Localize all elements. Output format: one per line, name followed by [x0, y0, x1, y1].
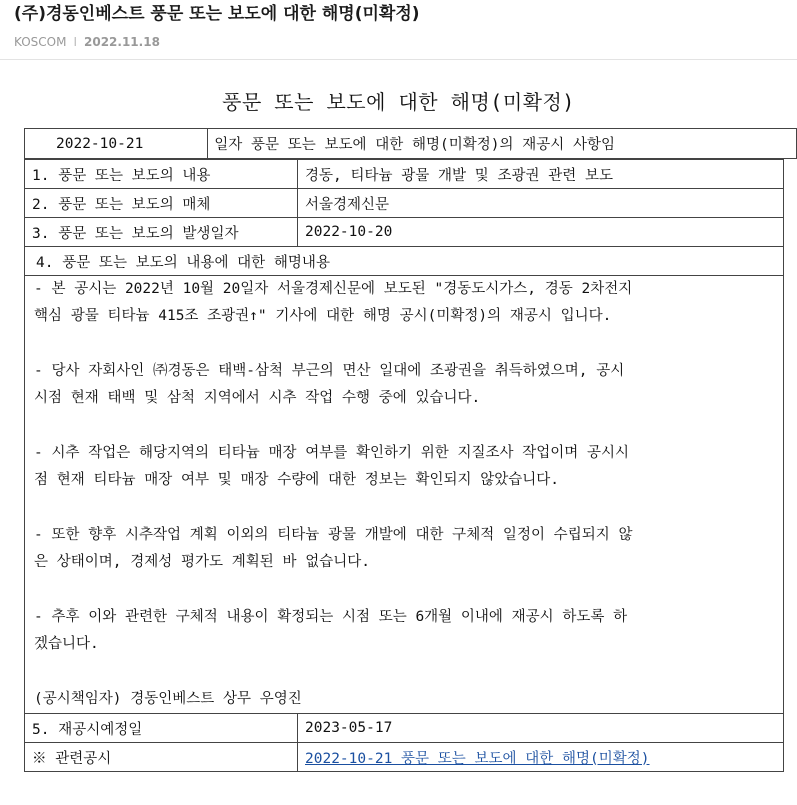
row-label: 2. 풍문 또는 보도의 매체	[25, 189, 298, 218]
table-row	[25, 743, 784, 772]
table-row	[25, 189, 784, 218]
table-row	[25, 714, 784, 743]
source-label: KOSCOM	[14, 35, 67, 49]
row-value: 경동, 티타늄 광물 개발 및 조광권 관련 보도	[298, 160, 784, 189]
reissue-notice-row	[24, 128, 797, 159]
disclosure-officer: (공시책임자) 경동인베스트 상무 우영진	[34, 691, 302, 707]
section4-label: 4. 풍문 또는 보도의 내용에 대한 해명내용	[25, 247, 784, 276]
explanation-paragraph: - 추후 이와 관련한 구체적 내용이 확정되는 시점 또는 6개월 이내에 재공시 하도록 하 겠습니다.	[34, 609, 628, 652]
related-cell	[298, 743, 784, 772]
disclosure-table	[24, 159, 784, 772]
explanation-body	[25, 276, 784, 714]
news-title: (주)경동인베스트 풍문 또는 보도에 대한 해명(미확정)	[14, 4, 420, 24]
row-label: 5. 재공시예정일	[25, 714, 298, 743]
reissue-description: 일자 풍문 또는 보도에 대한 해명(미확정)의 재공시 사항임	[208, 129, 797, 159]
document-title: 풍문 또는 보도에 대한 해명(미확정)	[222, 90, 575, 114]
explanation-paragraph: - 또한 향후 시추작업 계획 이외의 티타늄 광물 개발에 대한 구체적 일정이 수립되지 않 은 상태이며, 경제성 평가도 계획된 바 없습니다.	[34, 527, 633, 570]
reissue-date: 2022-10-21	[25, 129, 208, 159]
table-row	[25, 276, 784, 714]
related-label: ※ 관련공시	[25, 743, 298, 772]
news-meta	[14, 35, 783, 49]
news-header	[0, 0, 797, 60]
row-value: 2023-05-17	[298, 714, 784, 743]
table-row	[25, 160, 784, 189]
explanation-paragraph: - 본 공시는 2022년 10월 20일자 서울경제신문에 보도된 "경동도시가스, 경동 2차전지 핵심 광물 티타늄 415조 조광권↑" 기사에 대한 해명 공시(미확정)의 재공시 입니다.	[34, 281, 633, 324]
table-row	[25, 218, 784, 247]
publish-date: 2022.11.18	[84, 35, 160, 49]
row-value: 2022-10-20	[298, 218, 784, 247]
explanation-paragraph: - 시추 작업은 해당지역의 티타늄 매장 여부를 확인하기 위한 지질조사 작업이며 공시시 점 현재 티타늄 매장 여부 및 매장 수량에 대한 정보는 확인되지 않았습니다.	[34, 445, 629, 488]
meta-separator: I	[73, 35, 77, 49]
related-disclosure-link[interactable]: 2022-10-21 풍문 또는 보도에 대한 해명(미확정)	[305, 750, 650, 767]
row-label: 3. 풍문 또는 보도의 발생일자	[25, 218, 298, 247]
row-label: 1. 풍문 또는 보도의 내용	[25, 160, 298, 189]
explanation-paragraph: - 당사 자회사인 ㈜경동은 태백-삼척 부근의 면산 일대에 조광권을 취득하였으며, 공시 시점 현재 태백 및 삼척 지역에서 시추 작업 수행 중에 있습니다.	[34, 363, 625, 406]
table-row	[25, 247, 784, 276]
row-value: 서울경제신문	[298, 189, 784, 218]
